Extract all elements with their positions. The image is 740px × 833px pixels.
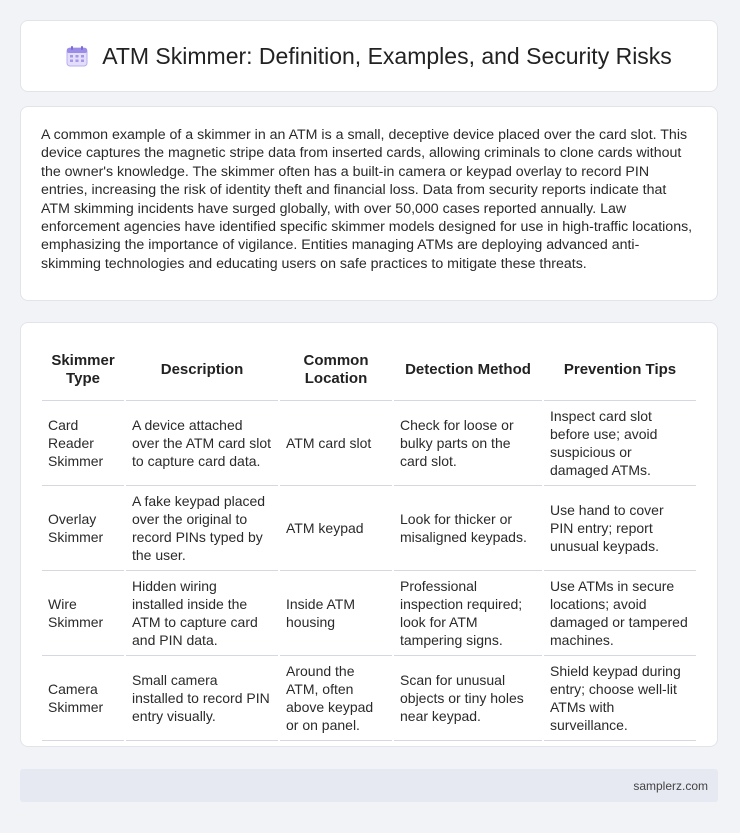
column-header: Common Location — [280, 340, 392, 401]
table-cell: Scan for unusual objects or tiny holes near keypad. — [394, 656, 542, 741]
table-cell: Camera Skimmer — [42, 656, 124, 741]
table-cell: Small camera installed to record PIN entry visually. — [126, 656, 278, 741]
page-title: ATM Skimmer: Definition, Examples, and Security Risks — [102, 42, 672, 69]
table-cell: Use ATMs in secure locations; avoid damaged or tampered machines. — [544, 571, 696, 656]
table-cell: A fake keypad placed over the original to record PINs typed by the user. — [126, 486, 278, 571]
intro-paragraph: A common example of a skimmer in an ATM is a small, deceptive device placed over the card slot. This device captures the magnetic stripe data from inserted cards, allowing criminals to clone cards without the owner's knowledge. The skimmer often has a built-in camera or keypad overlay to record PIN entries, increasing the risk of identity theft and financial loss. Data from security reports indicate that ATM skimming incidents have surged globally, with over 50,000 cases reported annually. Law enforcement agencies have identified specific skimmer models designed for use in high-traffic locations, emphasizing the importance of vigilance. Entities managing ATMs are deploying advanced anti-skimming technologies and educating users on safe practices to mitigate these threats. — [41, 127, 693, 272]
table-cell: Card Reader Skimmer — [42, 401, 124, 486]
table-cell: ATM keypad — [280, 486, 392, 571]
column-header: Prevention Tips — [544, 340, 696, 401]
table-cell: Hidden wiring installed inside the ATM to capture card and PIN data. — [126, 571, 278, 656]
table-cell: Check for loose or bulky parts on the card slot. — [394, 401, 542, 486]
skimmer-table — [40, 340, 698, 741]
column-header: Skimmer Type — [42, 340, 124, 401]
intro-card — [20, 106, 718, 301]
table-row — [42, 571, 696, 656]
title-card — [20, 20, 718, 92]
calendar-icon — [66, 45, 88, 67]
footer-bar — [20, 769, 718, 802]
table-cell: Look for thicker or misaligned keypads. — [394, 486, 542, 571]
table-cell: ATM card slot — [280, 401, 392, 486]
column-header: Detection Method — [394, 340, 542, 401]
table-cell: Around the ATM, often above keypad or on panel. — [280, 656, 392, 741]
table-cell: A device attached over the ATM card slot to capture card data. — [126, 401, 278, 486]
column-header: Description — [126, 340, 278, 401]
table-cell: Shield keypad during entry; choose well-lit ATMs with surveillance. — [544, 656, 696, 741]
footer-source: samplerz.com — [633, 778, 708, 793]
table-row — [42, 401, 696, 486]
table-cell: Use hand to cover PIN entry; report unusual keypads. — [544, 486, 696, 571]
table-cell: Wire Skimmer — [42, 571, 124, 656]
table-cell: Inside ATM housing — [280, 571, 392, 656]
table-header-row — [42, 340, 696, 401]
table-cell: Professional inspection required; look for ATM tampering signs. — [394, 571, 542, 656]
table-card — [20, 322, 718, 747]
table-cell: Overlay Skimmer — [42, 486, 124, 571]
table-cell: Inspect card slot before use; avoid suspicious or damaged ATMs. — [544, 401, 696, 486]
table-row — [42, 486, 696, 571]
table-row — [42, 656, 696, 741]
